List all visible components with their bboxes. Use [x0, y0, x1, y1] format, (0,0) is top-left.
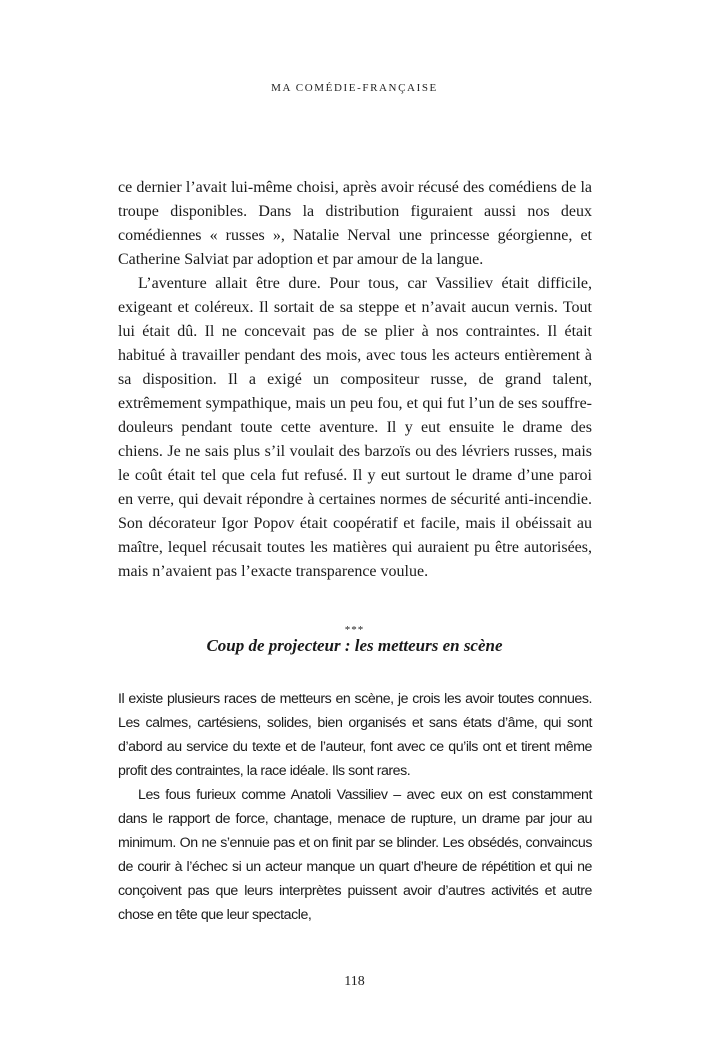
chapter-text: [118, 176, 592, 584]
paragraph: L’aventure allait être dure. Pour tous, car Vassiliev était difficile, exigeant et coléreux. Il sortait de sa steppe et n’avait aucun vernis. Tout lui était dû. Il ne concevait pas de se plier à nos contraintes. Il était habitué à travailler pendant des mois, avec tous les acteurs entièrement à sa disposition. Il a exigé un compositeur russe, de grand talent, extrêmement sympathique, mais un peu fou, et qui fut l’un de ses souffre-douleurs pendant toute cette aventure. Il y eut ensuite le drame des chiens. Je ne sais plus s’il voulait des barzoïs ou des lévriers russes, mais le coût était tel que cela fut refusé. Il y eut surtout le drame d’une paroi en verre, qui devait répondre à certaines normes de sécurité anti-incendie. Son décorateur Igor Popov était coopératif et facile, mais il obéissait au maître, lequel récusait toutes les matières qui auraient pu être autorisées, mais n’avaient pas l’exacte transparence voulue.: [118, 275, 592, 580]
section-title: Coup de projecteur : les metteurs en scène: [206, 636, 503, 655]
paragraph: Il existe plusieurs races de metteurs en scène, je crois les avoir toutes connues. Les calmes, cartésiens, solides, bien organisés et sans états d’âme, qui sont d’abord au service du texte et de l’auteur, font avec ce qu’ils ont et tirent même profit des contraintes, la race idéale. Ils sont rares.: [118, 691, 592, 779]
section-separator: ***: [344, 624, 365, 636]
page-number: 118: [344, 974, 365, 989]
paragraph-continued: ce dernier l’avait lui-même choisi, après avoir récusé des comédiens de la troupe disponibles. Dans la distribution figuraient aussi nos deux comédiennes « russes », Natalie Nerval une princesse géorgienne, et Catherine Salviat par adoption et par amour de la langue.: [118, 179, 592, 268]
paragraph: Les fous furieux comme Anatoli Vassiliev – avec eux on est constamment dans le rapport de force, chantage, menace de rupture, un drame par jour au minimum. On ne s’ennuie pas et on finit par se blinder. Les obsédés, convaincus de courir à l’échec si un acteur manque un quart d’heure de répétition et qui ne conçoivent pas que leurs interprètes puissent avoir d’autres activités et autre chose en tête que leur spectacle,: [118, 787, 592, 923]
running-head: MA COMÉDIE-FRANÇAISE: [271, 82, 438, 94]
sidebar-text: [118, 687, 592, 927]
